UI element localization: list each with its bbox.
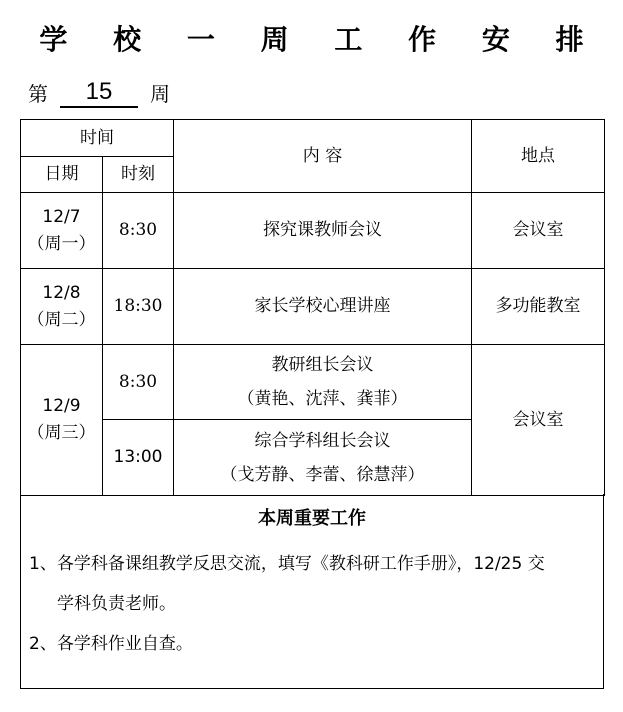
date-text: 12/7: [42, 206, 81, 227]
summary-item-line: 2、各学科作业自查。: [29, 634, 193, 654]
content-cell: [174, 345, 472, 420]
summary-item-line: 1、各学科备课组教学反思交流，填写《教科研工作手册》，12/25 交: [29, 554, 545, 574]
header-time: 时间: [21, 120, 174, 157]
summary-item: [29, 544, 595, 624]
time-cell: 8:30: [103, 345, 174, 420]
header-row-top: [21, 120, 605, 157]
table-row: [21, 345, 605, 420]
header-location: 地点: [472, 120, 605, 193]
content-cell: 家长学校心理讲座: [174, 269, 472, 345]
content-people: （黄艳、沈萍、龚菲）: [237, 389, 408, 409]
summary-item: [29, 624, 595, 664]
content-title: 教研组长会议: [271, 355, 374, 375]
time-cell: 8:30: [103, 193, 174, 269]
table-row: [21, 193, 605, 269]
page-title: 学 校 一 周 工 作 安 排: [39, 23, 602, 56]
schedule-table: [20, 119, 605, 496]
table-row: [21, 269, 605, 345]
date-text: 12/9: [42, 396, 81, 416]
week-number: 15: [60, 78, 138, 108]
week-prefix: 第: [28, 82, 48, 106]
content-cell: 探究课教师会议: [174, 193, 472, 269]
location-cell: 会议室: [472, 193, 605, 269]
time-cell: 13:00: [103, 420, 174, 496]
week-suffix: 周: [150, 82, 170, 106]
date-cell: [21, 193, 103, 269]
content-people: （戈芳静、李蕾、徐慧萍）: [220, 464, 425, 485]
weekday-text: （周二）: [27, 309, 96, 330]
weekday-text: （周一）: [27, 233, 96, 254]
content-title: 综合学科组长会议: [254, 430, 391, 451]
weekday-text: （周三）: [27, 423, 96, 443]
header-clock: 时刻: [103, 157, 174, 193]
time-cell: 18:30: [103, 269, 174, 345]
date-cell: [21, 269, 103, 345]
date-cell: [21, 345, 103, 496]
summary-item-line: 学科负责老师。: [57, 594, 176, 614]
date-text: 12/8: [42, 282, 81, 303]
week-line: [28, 78, 170, 108]
summary-box: [20, 494, 604, 689]
summary-heading: 本周重要工作: [258, 508, 366, 529]
location-cell: 会议室: [472, 345, 605, 496]
content-cell: [174, 420, 472, 496]
header-content: 内 容: [174, 120, 472, 193]
header-date: 日期: [21, 157, 103, 193]
location-cell: 多功能教室: [472, 269, 605, 345]
